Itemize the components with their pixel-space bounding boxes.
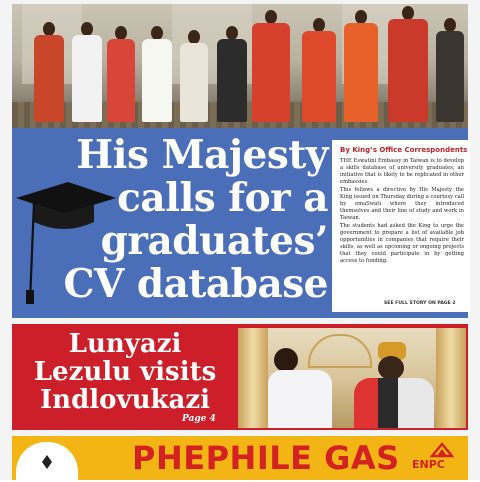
lead-photo [12, 4, 468, 128]
byline: By King’s Office Correspondents [340, 146, 468, 154]
secondary-headline-line: Indlovukazi [40, 385, 210, 415]
article-paragraph: THE Eswatini Embassy in Taiwan is to develop a skills database of university graduates, an initiative that is likely to be replicated in other embassies. [340, 158, 464, 185]
secondary-photo [238, 328, 466, 428]
lead-headline[interactable] [12, 134, 328, 306]
lead-story [12, 128, 468, 318]
lead-headline-line: graduates’ [100, 218, 328, 264]
advert-brand: ENPC [412, 458, 445, 471]
see-full-story-link[interactable]: SEE FULL STORY ON PAGE 2 [384, 301, 456, 306]
advert-title: PHEPHILE GAS [132, 439, 400, 477]
gas-bottle-image [16, 442, 78, 482]
page-reference: Page 4 [182, 414, 216, 424]
secondary-headline-line: Lezulu visits [33, 357, 217, 387]
lead-headline-line: His Majesty [76, 132, 328, 178]
secondary-headline-line: Lunyazi [68, 329, 182, 359]
lead-article [332, 140, 470, 312]
secondary-story [12, 324, 468, 430]
secondary-headline[interactable] [12, 330, 238, 414]
lead-headline-line: calls for a [117, 175, 328, 221]
lead-headline-line: CV database [63, 261, 328, 307]
article-paragraph: The students had asked the King to urge the government to prepare a list of available job opportunities in companies that require their skills, as well as upcoming or ongoing projects that they could participate in by getting access to funding. [340, 223, 464, 264]
enpc-logo-icon [430, 442, 454, 458]
bottle-emblem-icon [36, 454, 58, 470]
advert-banner[interactable] [12, 436, 468, 480]
article-paragraph: This follows a directive by His Majesty the King issued on Thursday during a courtesy call by emaSwati where they introduced themselves and their line of study and work in Taiwan. [340, 187, 465, 221]
